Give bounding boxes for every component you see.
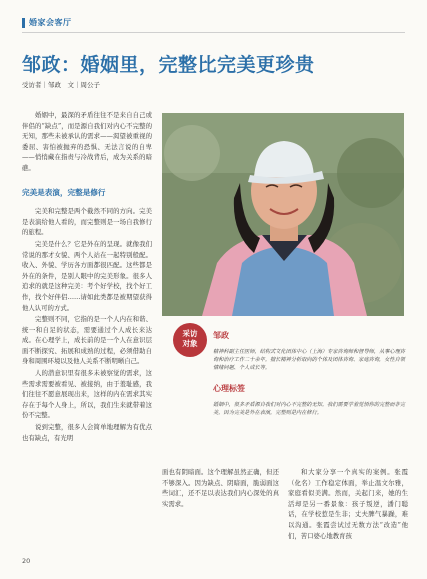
intro-paragraph: 婚姻中，最深的矛盾往往不是来自自己或伴侣的“缺点”，而是源自我们对内心不完整的无知，那些未被承认的需求——渴望被重视的委屈、害怕被抛弃的恐惧、无法言说的自卑——悄悄藏在指责与冷战背后，成为关系的暗礁。 — [22, 111, 152, 172]
byline: 受访者｜邹政 文｜周公子 — [22, 81, 100, 89]
section-header — [22, 17, 72, 28]
portrait-photo — [162, 113, 404, 316]
header-rule — [22, 32, 405, 33]
body-paragraph: 说到完整，很多人会简单地理解为有优点也有缺点，有光明 — [22, 423, 152, 442]
body-paragraph: 完整则不同，它指的是一个人内在和谐、统一和自足的状态，需要通过个人成长来达成。在心理学上，成长前的是一个人在意识层面不断探究、拓展和成熟的过程，必须借助自身和周围环境以及他人关系不断明晰自己。 — [22, 315, 152, 366]
stamp-line: 采访 — [182, 329, 198, 338]
profile-sidebar — [213, 330, 408, 427]
tag-text: 婚姻中，很多矛盾源自我们对内心不完整的无知。我们需要学着觉悟你的完整而非完美，因为完美是外在表演，完整则是内在修行。 — [213, 401, 405, 416]
tag-heading: 心理标签 — [213, 383, 245, 393]
section-heading: 完美是表演，完整是修行 — [22, 187, 106, 197]
profile-heading: 邹政 — [213, 331, 229, 340]
section-label: 婚家会客厅 — [29, 18, 72, 27]
body-paragraph: 和大家分享一个真实的案例。张霞（化名）工作稳定体面，举止温文尔雅，家庭看似美满。然而，关起门来，她的生活却是另一番景象：孩子叛逆，潘门聪话，在学校惹是生非；丈夫脾气暴躁，难以沟通。张霞尝试过无数方法“改造”他们，苦口婆心地教育孩 — [288, 468, 408, 540]
portrait-illustration — [162, 113, 404, 316]
lower-column-1 — [162, 467, 279, 509]
article-title: 邹政：婚姻里，完整比完美更珍贵 — [22, 54, 315, 76]
lower-column-2 — [288, 467, 408, 541]
body-paragraph: 人的潜意识里有很多未被察觉的需求，这些需求需要被看见、被接纳，由于羞耻感，我们往往不愿意展现出来，这样的内在需求其实存在于每个人身上，所以，我们生来就带着这份不完整。 — [22, 369, 152, 420]
interviewee-stamp — [173, 323, 207, 357]
profile-text: 精神科副主任医师，结构式文化团体中心（上海）专家咨询师和督导师，从事心理咨询和治疗工作二十余年。擅长精神分析取向的个体及团体咨询、家庭咨询，女性自领情绪问题、个人成长等。 — [213, 349, 405, 372]
body-paragraph: 面也有阴暗面。这个理解虽然正确，但还不够深入。因为缺点、阴暗面，脆弱面这些词汇，还不足以表达我们内心深处的真实需求。 — [162, 468, 279, 508]
body-paragraph: 完美是什么？它是外在的呈现。就像我们常说的那才女貌、两个人站在一起特别般配。收入、外貌、学历各方面都很匹配。这些都是外在的条件，是别人眼中的完美形象。很多人追求的就是这种完美：考个好学校，找个好工作，找个好伴侣……请如此类都是被期望获得他人认可的方式。 — [22, 239, 152, 312]
body-paragraph: 完美和完整是两个截然不同的方向。完美是表演给他人看的，而完整则是一场自我修行的旅程。 — [22, 207, 152, 237]
page-number: 20 — [22, 557, 31, 565]
section-marker — [22, 18, 25, 28]
left-column — [22, 110, 152, 444]
stamp-line: 对象 — [182, 339, 198, 348]
